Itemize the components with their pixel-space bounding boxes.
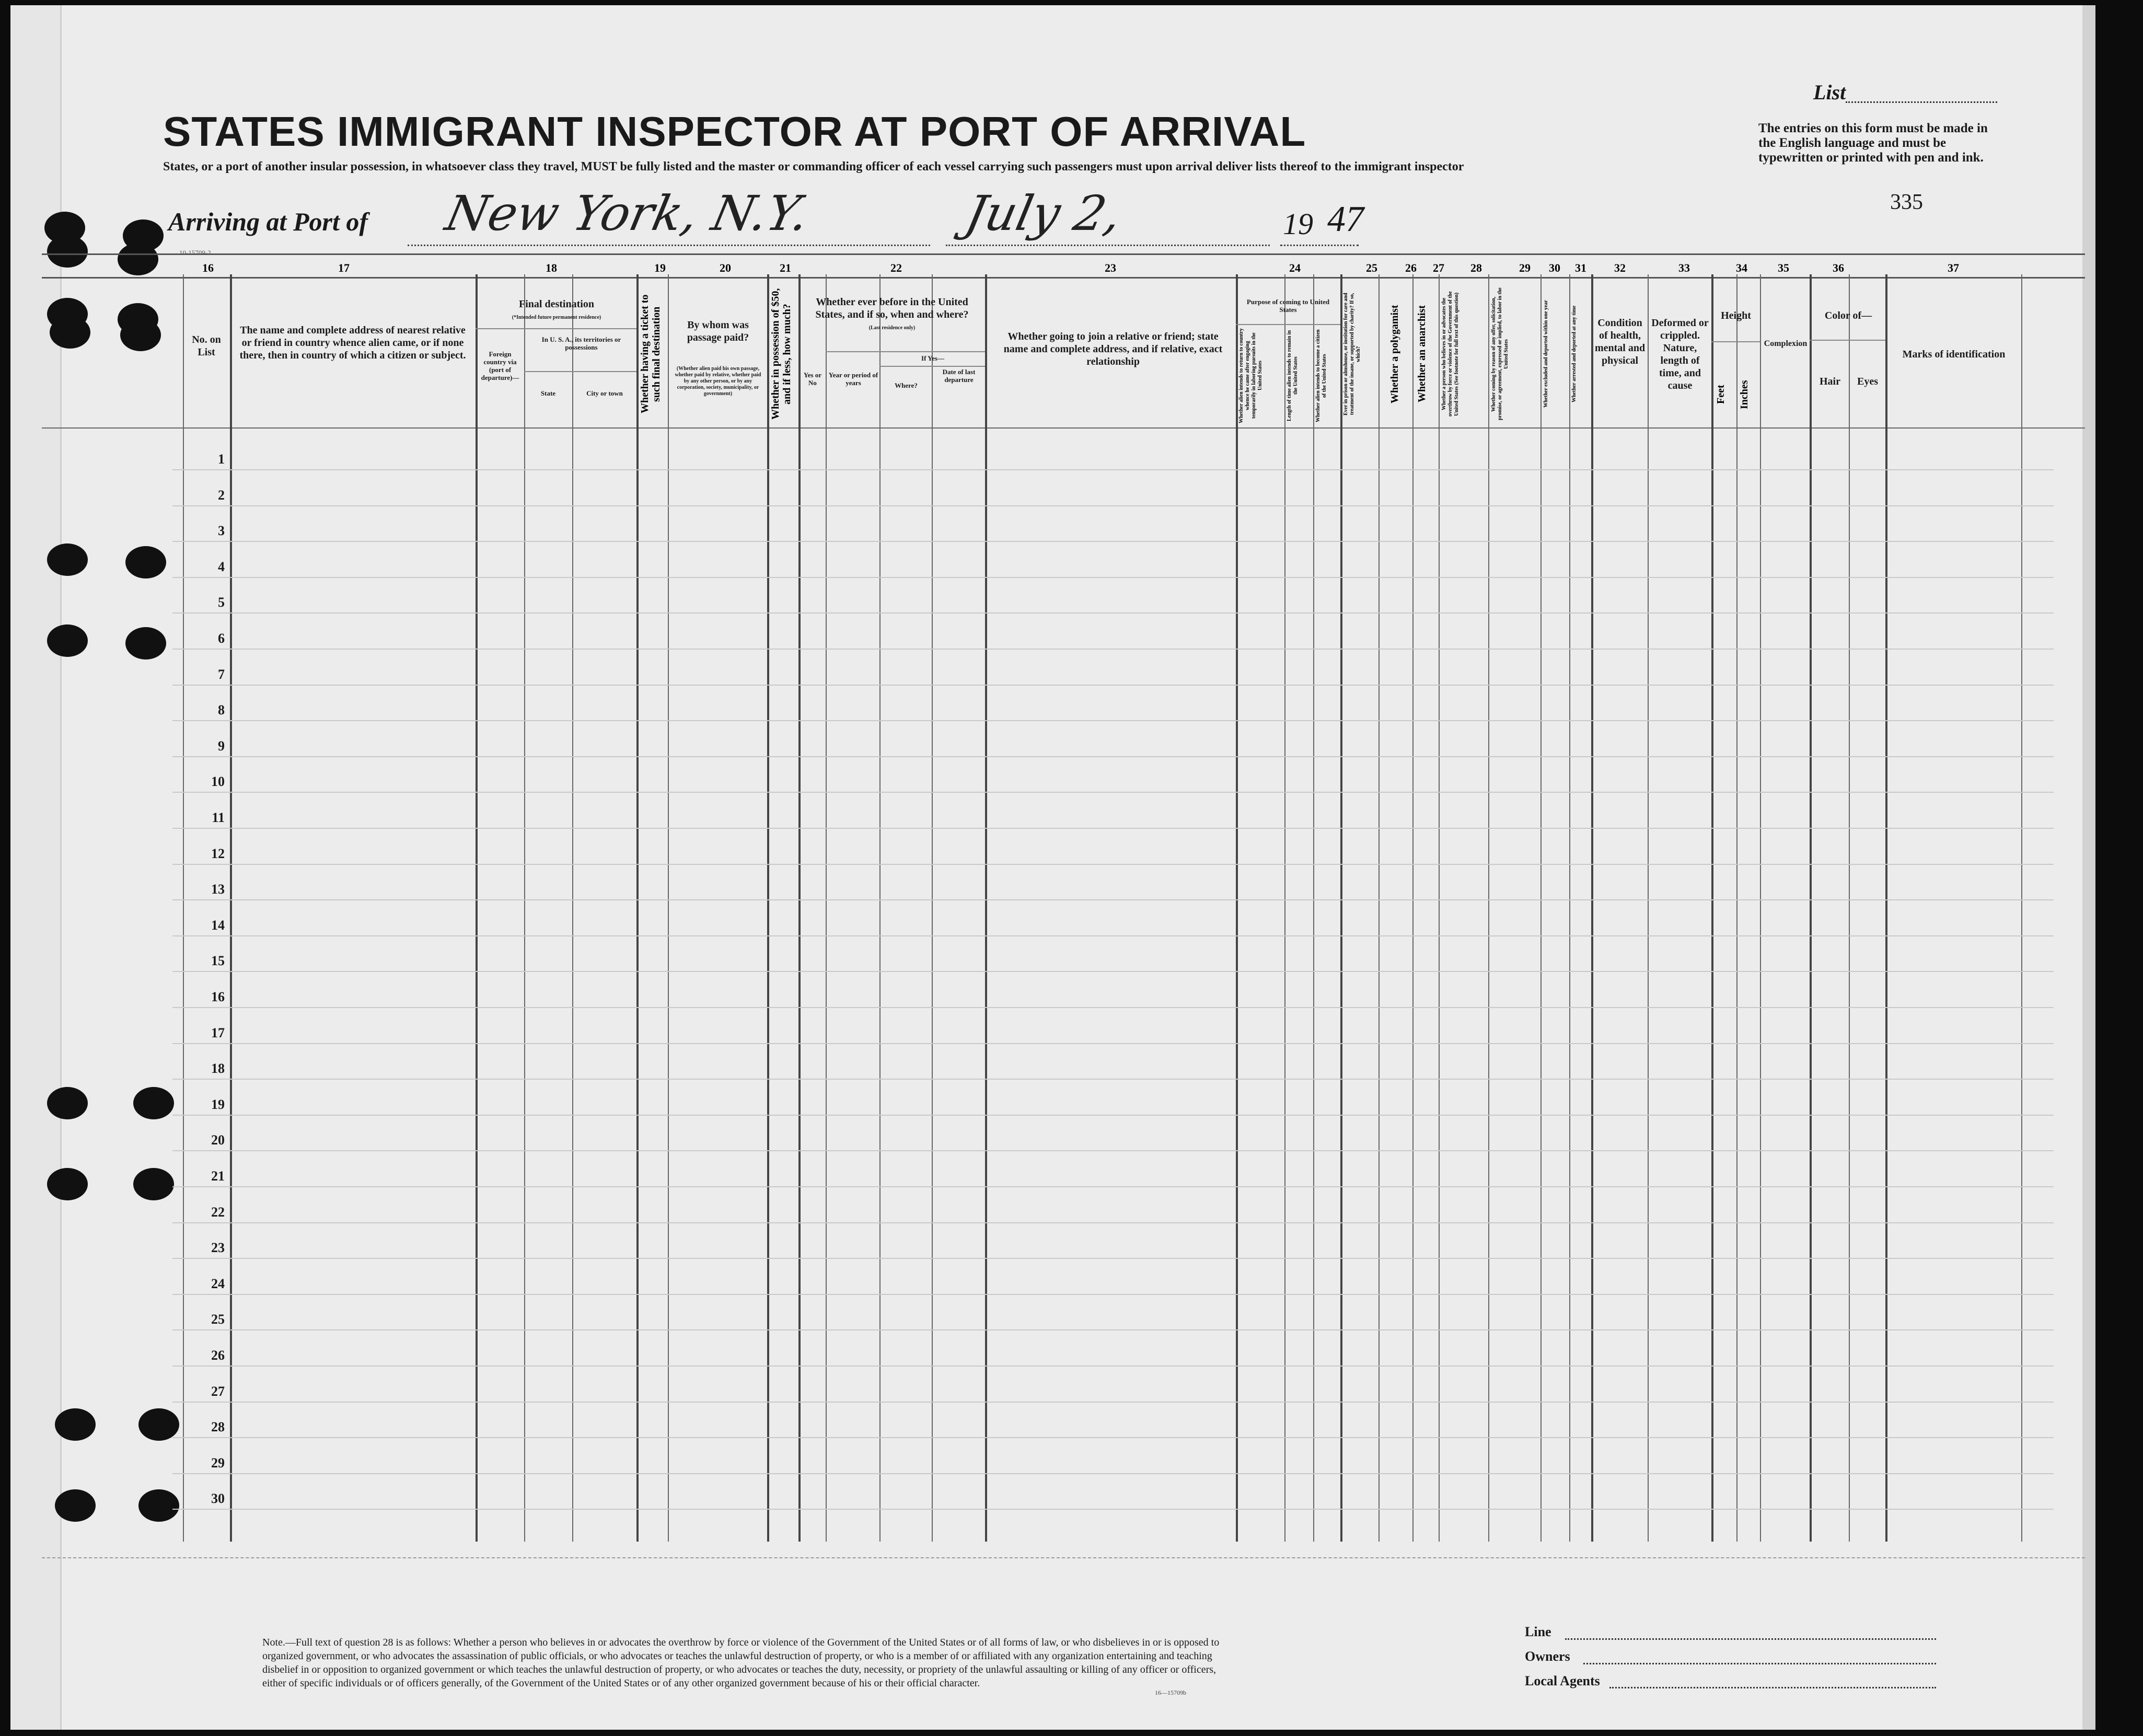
header-date-last-departure: Date of last departure [942,368,976,384]
colnum-28: 28 [1470,261,1482,274]
row-number: 15 [211,953,225,969]
col-divider [1488,274,1489,1542]
colnum-22: 22 [890,261,902,274]
colnum-26: 26 [1405,261,1417,274]
punch-hole [47,1168,88,1200]
table-row [172,756,2054,757]
row-number: 26 [211,1348,225,1363]
header-hair: Hair [1820,376,1840,387]
row-number: 13 [211,882,225,897]
punch-hole [120,319,161,351]
col-divider [524,274,525,1542]
table-row [172,1222,2054,1223]
header-foreign-country: Foreign country via (port of departure)— [481,350,519,381]
col-divider [1711,274,1713,1542]
header-feet: Feet [1715,385,1727,404]
left-page-edge [10,5,62,1730]
colnum-17: 17 [338,261,350,274]
table-row [172,541,2054,542]
header-ever-before: Whether ever before in the United States, and if so, when and where? [815,296,969,320]
header-color-of: Color of— [1824,310,1872,321]
punch-hole [47,235,88,268]
table-row [172,828,2054,829]
line-field[interactable] [1565,1638,1936,1640]
punch-hole [138,1408,179,1441]
row-number: 22 [211,1204,225,1220]
header-complexion: Complexion [1764,339,1808,348]
table-row [172,1473,2054,1474]
punch-hole [50,316,90,349]
form-title: STATES IMMIGRANT INSPECTOR AT PORT OF ARRIVAL [163,108,1306,155]
col-divider [985,274,987,1542]
footer-form-code: 16—15709b [1155,1689,1186,1696]
table-row [172,1186,2054,1187]
header-yes-or-no: Yes or No [803,371,822,387]
row-number: 21 [211,1168,225,1184]
row-number: 25 [211,1312,225,1327]
header-return-intent: Whether alien intends to return to country whence he came after engaging temporarily in laboring pursuits in the United States [1238,328,1263,423]
row-number: 5 [218,595,225,610]
punch-hole [133,1087,174,1119]
col-divider [1540,274,1542,1542]
colnum-23: 23 [1105,261,1116,274]
header-citizen-intent: Whether alien intends to become a citizen of the United States [1315,329,1327,422]
table-top-rule [42,253,2085,255]
col-divider [1569,274,1570,1542]
arriving-label: Arriving at Port of [168,207,368,236]
punch-hole [125,627,166,659]
row-number: 10 [211,774,225,790]
header-eyes: Eyes [1857,376,1878,387]
table-row [172,505,2054,506]
colnum-35: 35 [1778,261,1789,274]
row-number: 1 [218,452,225,467]
header-ticket: Whether having a ticket to such final destination [639,294,662,414]
punch-hole [55,1408,96,1441]
year-dotline [1280,245,1359,246]
row-number: 14 [211,917,225,933]
colnum-25: 25 [1366,261,1377,274]
punch-hole [47,1087,88,1119]
colnum-31: 31 [1575,261,1586,274]
header-final-destination-note: (*Intended future permanent residence) [512,315,601,320]
header-if-yes: If Yes— [921,354,944,362]
punch-hole [133,1168,174,1200]
col-divider [668,274,669,1542]
col-divider [230,274,232,1542]
header-passage-paid: By whom was passage paid? [687,319,749,343]
header-excluded: Whether excluded and deported within one year [1543,300,1549,408]
table-row [172,971,2054,972]
table-row [172,1402,2054,1403]
punch-hole [118,243,158,275]
table-row [172,685,2054,686]
punch-hole [138,1489,179,1522]
col-divider [1591,274,1593,1542]
header-state: State [540,389,556,397]
colnum-20: 20 [720,261,731,274]
col-divider [1736,274,1737,1542]
col-divider [183,274,184,1542]
punch-hole [47,543,88,576]
header-anarchist: Whether an anarchist [1416,305,1428,403]
col18-subrule [524,371,636,372]
col-divider [1379,274,1380,1542]
colnum-18: 18 [546,261,557,274]
col-divider [1810,274,1812,1542]
year-handwritten: 47 [1327,199,1364,239]
header-health: Condition of health, mental and physical [1594,317,1646,366]
col-divider [767,274,769,1542]
colnum-37: 37 [1948,261,1959,274]
col-divider [932,274,933,1542]
header-fifty-dollars: Whether in possession of $50, and if less, how much? [770,288,793,420]
header-nearest-relative: The name and complete address of nearest relative or friend in country whence alien came, or if none there, then in country of which a citizen or subject. [239,325,466,361]
col-divider [1236,274,1238,1542]
header-prison: Ever in prison or almshouse, or institution for care and treatment of the insane, or supported by charity? If so, which? [1343,293,1361,415]
table-row [172,720,2054,721]
colnum-16: 16 [202,261,214,274]
table-row [172,612,2054,614]
sheet-number: 335 [1890,190,1923,214]
header-final-destination: Final destination [519,298,594,310]
colnum-27: 27 [1433,261,1444,274]
list-number-line [1846,101,1997,103]
header-marks: Marks of identification [1902,349,2006,360]
col-divider [879,274,881,1542]
col-divider [1439,274,1440,1542]
manifest-sheet [10,5,2095,1730]
header-city-or-town: City or town [586,389,623,397]
colnum-29: 29 [1519,261,1531,274]
header-bottom-rule [42,427,2085,429]
colnum-36: 36 [1833,261,1844,274]
local-agents-field[interactable] [1609,1687,1936,1688]
row-number: 12 [211,846,225,861]
punch-hole [55,1489,96,1522]
table-bottom-rule [42,1557,2085,1558]
row-number: 20 [211,1132,225,1148]
row-number: 11 [212,810,225,825]
header-going-to-join: Whether going to join a relative or friend; state name and complete address, and if relative, exact relationship [1003,331,1223,367]
row-number: 2 [218,487,225,503]
table-row [172,864,2054,865]
right-page-edge [2082,5,2095,1730]
row-number: 23 [211,1240,225,1256]
colnum-21: 21 [780,261,791,274]
port-handwritten: New York, N.Y. [441,186,814,241]
owners-field[interactable] [1583,1663,1936,1664]
row-number: 29 [211,1455,225,1471]
colnum-30: 30 [1549,261,1560,274]
col-divider [2021,274,2022,1542]
col-divider [1885,274,1887,1542]
colnum-24: 24 [1289,261,1301,274]
row-number: 6 [218,631,225,646]
row-number: 7 [218,666,225,682]
col-divider [636,274,639,1542]
col-divider [476,274,478,1542]
row-number: 28 [211,1419,225,1435]
col22-subrule [826,351,985,352]
header-arrested: Whether arrested and deported at any time [1571,305,1577,403]
line-label: Line [1525,1624,1551,1639]
row-number: 4 [218,559,225,574]
entry-notice: The entries on this form must be made in the English language and must be typewritten or printed with pen and ink. [1758,121,1988,165]
header-no-on-list: No. on List [192,334,221,358]
col-divider [1849,274,1850,1542]
row-number: 16 [211,989,225,1004]
header-labor-offer: Whether coming by reason of any offer, solicitation, promise, or agreement, expressed or implied, to labor in the United States [1491,287,1509,421]
colnum-33: 33 [1678,261,1690,274]
header-passage-paid-note: (Whether alien paid his own passage, whether paid by relative, whether paid by any other person, or by any corporation, society, municipality, or government) [675,366,761,397]
col-divider [1648,274,1649,1542]
header-overthrow: Whether a person who believes in or advocates the overthrow by force or violence of the Government of the United States (See footnote for full text of this question) [1441,291,1459,417]
table-row [172,792,2054,793]
table-row [172,1079,2054,1080]
col22-subrule [879,366,985,367]
punch-hole [47,624,88,657]
header-where: Where? [895,381,918,389]
form-subtitle: States, or a port of another insular possession, in whatsoever class they travel, MUST be fully listed and the master or commanding officer of each vessel carrying such passengers must upon arrival deliver lists thereof to the immigrant inspector [163,160,1464,173]
col-divider [1313,274,1314,1542]
colnum-32: 32 [1614,261,1626,274]
owners-label: Owners [1525,1649,1570,1664]
col24-subrule [1236,324,1340,325]
colnum-19: 19 [654,261,666,274]
row-number: 24 [211,1276,225,1291]
row-number: 18 [211,1061,225,1077]
table-row [172,469,2054,470]
row-number: 3 [218,523,225,539]
row-number: 27 [211,1383,225,1399]
table-row [172,1509,2054,1510]
local-agents-label: Local Agents [1525,1673,1600,1688]
col-divider [572,274,573,1542]
punch-hole [125,546,166,578]
col-divider [1760,274,1761,1542]
table-row [172,1437,2054,1438]
header-in-usa: In U. S. A., its territories or possessions [541,335,621,351]
table-row [172,1043,2054,1044]
col18-subrule [476,328,636,329]
col-divider [1340,274,1342,1542]
header-inches: Inches [1739,380,1750,409]
year-prefix: 19 [1283,207,1313,241]
port-dotline [408,245,930,246]
col-divider [1412,274,1414,1542]
row-number: 30 [211,1491,225,1507]
header-polygamist: Whether a polygamist [1389,305,1400,403]
table-row [172,649,2054,650]
table-row [172,1115,2054,1116]
table-row [172,1007,2054,1008]
table-row [172,1294,2054,1295]
col-divider [1284,274,1285,1542]
form-code: 10-15709-2 [179,249,211,257]
table-row [172,1258,2054,1259]
table-row [172,1329,2054,1330]
table-row [172,899,2054,900]
row-number: 9 [218,738,225,754]
colnum-34: 34 [1736,261,1747,274]
row-number: 19 [211,1096,225,1112]
header-length-of-stay: Length of time alien intends to remain in the United States [1287,330,1299,421]
question-28-footnote: Note.—Full text of question 28 is as follows: Whether a person who believes in or advocates the overthrow by force or violence of the Government of the United States or of all forms of law, or who disbelieves in or is opposed to organized government, or who advocates the assassination of public officials, or who advocates or teaches the unlawful destruction of property, or who is a member of or affiliated with any organization entertaining and teaching disbelief in or opposition to organized government or which teaches the unlawful destruction of property, or who advocates or teaches the duty, necessity, or propriety of the unlawful assaulting or killing of any officer or officers, either of specific individuals or of officers generally, of the Government of the United States or of any other organized government because of his or their official character. [262,1637,1220,1689]
col34-subrule [1711,341,1760,342]
row-number: 17 [211,1025,225,1040]
table-row [172,577,2054,578]
table-row [172,1150,2054,1151]
date-handwritten: July 2, [960,186,1127,241]
date-dotline [946,245,1270,246]
header-deformed: Deformed or crippled. Nature, length of time, and cause [1651,317,1709,391]
header-ever-before-note: (Last residence only) [868,325,916,331]
table-row [172,1365,2054,1367]
col-divider [826,274,827,1542]
col36-subrule [1810,340,1885,341]
header-height: Height [1721,310,1751,321]
table-row [172,935,2054,936]
col-divider [798,274,801,1542]
header-purpose: Purpose of coming to United States [1246,298,1330,314]
list-label: List [1813,80,1846,104]
colnum-rule [42,277,2085,279]
header-year-period: Year or period of years [828,371,878,387]
row-number: 8 [218,702,225,718]
